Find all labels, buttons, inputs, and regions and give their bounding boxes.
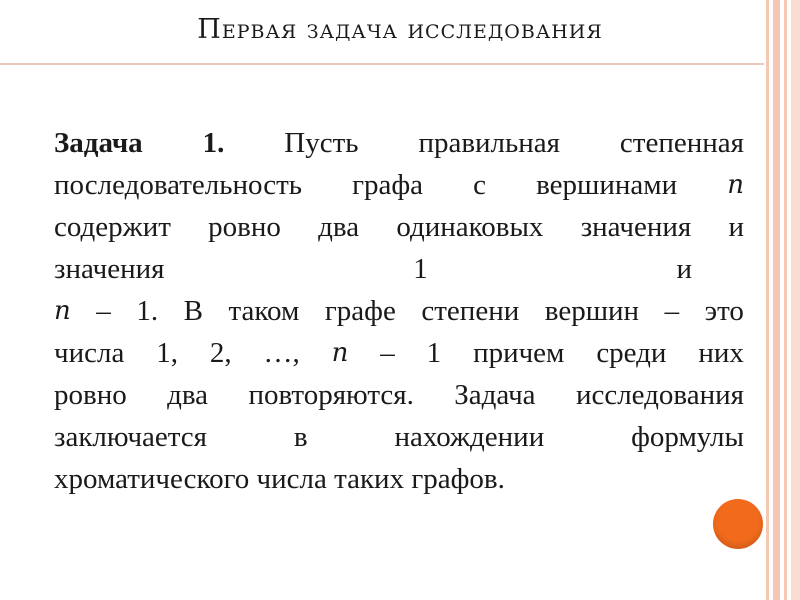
word: заключается — [54, 421, 208, 453]
slide-title: Первая задача исследования — [197, 14, 603, 45]
word: Пусть — [284, 127, 359, 159]
word: 1. — [136, 295, 159, 327]
word: одинаковых — [396, 211, 544, 243]
word: графа — [352, 169, 424, 201]
word: – — [380, 337, 395, 369]
word: ровно — [54, 379, 127, 411]
text-line-6 — [54, 332, 744, 374]
word: 2, — [209, 337, 232, 369]
problem-label: Задача — [54, 127, 143, 159]
math-number: 1 — [413, 253, 428, 285]
math-variable: n — [54, 296, 71, 326]
word: повторяются. — [248, 379, 414, 411]
word: это — [704, 295, 744, 327]
problem-number: 1. — [202, 127, 225, 159]
word: – — [664, 295, 680, 327]
word: числа — [54, 337, 125, 369]
word: вершинами — [536, 169, 678, 201]
word: Задача — [454, 379, 536, 411]
math-variable: n — [331, 338, 349, 368]
frame-line — [766, 0, 769, 600]
text-line-2 — [54, 164, 744, 206]
word: 1 — [426, 337, 442, 369]
word: содержит — [54, 211, 171, 243]
text-line-9 — [54, 458, 744, 500]
word: вершин — [544, 295, 640, 327]
word: с — [473, 169, 487, 201]
text-line-5 — [54, 290, 744, 332]
word: в — [293, 421, 308, 453]
word: и — [728, 211, 744, 243]
word: правильная — [418, 127, 560, 159]
text-line-4 — [54, 248, 744, 290]
word: степенная — [619, 127, 744, 159]
word: нахождении — [394, 421, 545, 453]
text-line-7 — [54, 374, 744, 416]
word: значения — [54, 253, 165, 285]
word: ровно — [208, 211, 281, 243]
word: них — [698, 337, 744, 369]
text-line-1 — [54, 122, 744, 164]
word: последовательность — [54, 169, 303, 201]
text-line-8 — [54, 416, 744, 458]
word: …, — [263, 337, 300, 369]
math-variable: n — [727, 170, 744, 200]
word: два — [318, 211, 360, 243]
word: два — [167, 379, 209, 411]
word: хроматического числа таких графов. — [54, 463, 505, 495]
word: среди — [596, 337, 667, 369]
word: исследования — [575, 379, 744, 411]
word: таком — [228, 295, 300, 327]
word: причем — [473, 337, 565, 369]
word: значения — [580, 211, 692, 243]
word: 1, — [156, 337, 178, 369]
word: В — [183, 295, 203, 327]
word: степени — [421, 295, 520, 327]
word: – — [96, 295, 111, 327]
frame-line — [773, 0, 780, 600]
frame-line — [784, 0, 787, 600]
word: формулы — [631, 421, 744, 453]
decorative-orange-circle — [713, 499, 763, 549]
frame-line — [791, 0, 800, 600]
text-line-3 — [54, 206, 744, 248]
word: и — [676, 253, 692, 285]
title-divider — [0, 63, 764, 65]
word: графе — [324, 295, 396, 327]
problem-statement — [54, 122, 744, 500]
